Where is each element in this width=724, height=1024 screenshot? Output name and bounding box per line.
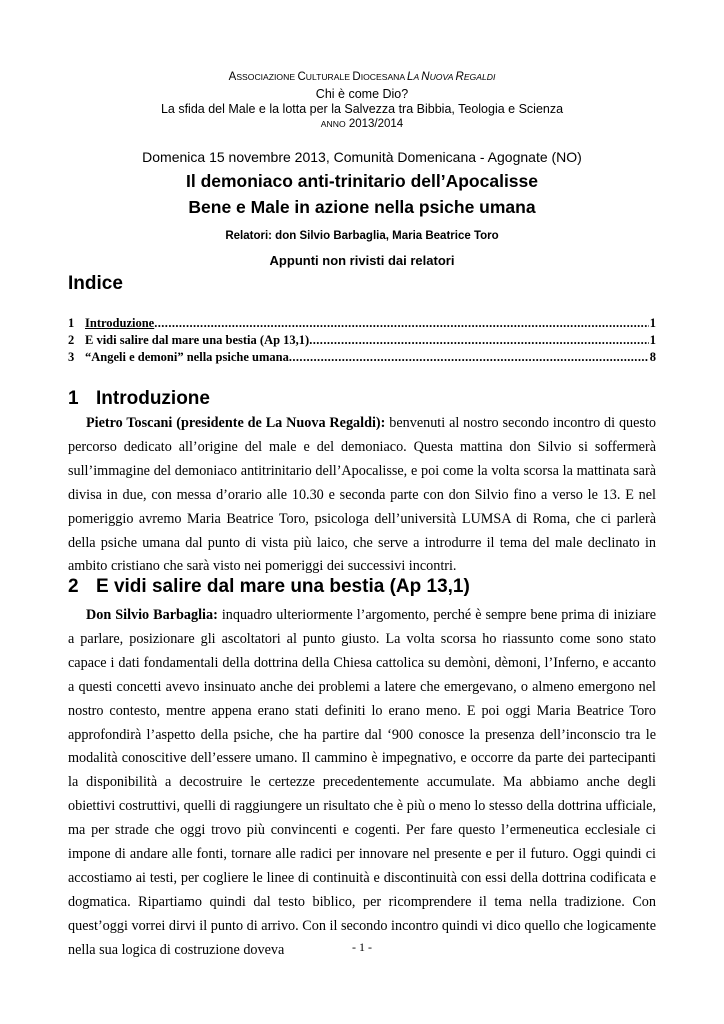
speakers-line: Relatori: don Silvio Barbaglia, Maria Beatrice Toro [225,230,499,242]
speaker-name: Don Silvio Barbaglia: [86,607,218,623]
assoc-part: R [455,71,464,83]
section-number: 1 [68,388,79,409]
section-paragraph [68,412,656,579]
assoc-part: A [413,72,422,82]
section-number: 2 [68,576,79,597]
toc-entry[interactable] [68,349,656,365]
toc-entry[interactable] [68,315,656,331]
assoc-part: C [297,71,306,83]
toc-page: 1 [649,316,656,330]
assoc-part: SSOCIAZIONE [236,72,298,82]
assoc-part: N [421,71,430,83]
speaker-name: Pietro Toscani (presidente de La Nuova Regaldi): [86,415,386,431]
assoc-part: UOVA [429,72,456,82]
assoc-part: IOCESANA [360,72,408,82]
document-subtitle: Bene e Male in azione nella psiche umana [188,197,536,217]
toc-entry[interactable] [68,332,656,348]
section-paragraph [68,604,656,963]
toc-leader [309,332,649,348]
index-heading: Indice [68,273,123,294]
assoc-part: D [352,71,361,83]
toc-title[interactable]: Introduzione [85,316,155,330]
page-number: - 1 - [352,940,372,954]
year-label: ANNO [320,119,346,129]
toc-page: 1 [649,333,656,347]
toc-page: 8 [649,350,656,364]
toc-number: 1 [68,316,75,330]
assoc-part: EGALDI [463,72,496,82]
toc-title[interactable]: “Angeli e demoni” nella psiche umana [85,350,289,364]
toc-number: 3 [68,350,75,364]
toc-leader [289,349,649,365]
year-value: 2013/2014 [345,118,404,130]
notes-line: Appunti non rivisti dai relatori [269,253,455,268]
association-line [60,70,664,84]
toc-number: 2 [68,333,75,347]
section-title: Introduzione [96,388,210,409]
assoc-part: A [228,71,237,83]
section-heading [68,388,210,410]
section-heading [68,576,470,598]
paragraph-text: inquadro ulteriormente l’argomento, perché è sempre bene prima di iniziare a parlare, posizionare gli ascoltatori al punto giusto. La volta scorsa ho riassunto come sono stato capace i dati fondamentali della dottrina della Chiesa cattolica su demòni, dèmoni, l’Inferno, e accanto a questi concetti avevo insinuato anche dei problemi a latere che emergevano, o almeno emergono nel nostro contesto, mentre appena erano stati definiti lo erano meno. E poi oggi Maria Beatrice Toro approfondirà l’aspetto della psiche, che ha partire dal ‘900 conosce la presenza dell’inconscio tra le modalità conoscitive dell’essere umano. Il cammino è impegnativo, e occorre da parte dei partecipanti la disponibilità a decostruire le certezze precedentemente accumulate. Ma abbiamo anche degli obiettivi costruttivi, quelli di raggiungere un risultato che è più o meno lo stesso della dottrina ufficiale, ma per strade che oggi trovo più convincenti e cogenti. Per fare questo l’ermeneutica ecclesiale ci impone di andare alle fonti, tornare alle radici per innovare nel presente e per il futuro. Oggi quindi ci accostiamo ai testi, per cogliere le linee di continuità e discontinuità con essi della dottrina codificata e dogmatica. Ripartiamo quindi dal testo biblico, per ricomprendere il tema nella tradizione. Con quest’oggi vorrei dirvi il punto di arrivo. Con il secondo incontro quindi vi dico quello che logicamente nella sua logica di costruzione doveva [68,607,656,958]
year-line [60,117,664,131]
toc-leader [154,315,649,331]
assoc-part: L [407,71,414,83]
section-title: E vidi salire dal mare una bestia (Ap 13,1) [96,576,470,597]
series-subtitle: La sfida del Male e la lotta per la Salvezza tra Bibbia, Teologia e Scienza [160,102,564,116]
document-title: Il demoniaco anti-trinitario dell’Apocalisse [185,171,539,191]
series-title: Chi è come Dio? [315,87,409,101]
assoc-part: ULTURALE [305,72,353,82]
paragraph-text: benvenuti al nostro secondo incontro di questo percorso dedicato all’origine del male e del demoniaco. Questa mattina don Silvio si soffermerà sull’immagine del demoniaco antitrinitario dell’Apocalisse, e poi come la volta scorsa la mattinata sarà divisa in due, con messa d’orario alle 10.30 e seconda parte con don Silvio fino a verso le 13. E nel pomeriggio avremo Maria Beatrice Toro, psicologa dell’università LUMSA di Roma, che ci parlerà della psiche umana dal punto di vista più laico, che serve a introdurre il tema del male declinato in ambito cristiano che sarà visto nei pomeriggi dei successivi incontri. [68,415,656,575]
date-place: Domenica 15 novembre 2013, Comunità Domenicana - Agognate (NO) [142,149,582,165]
toc-title[interactable]: E vidi salire dal mare una bestia (Ap 13,1) [85,333,310,347]
